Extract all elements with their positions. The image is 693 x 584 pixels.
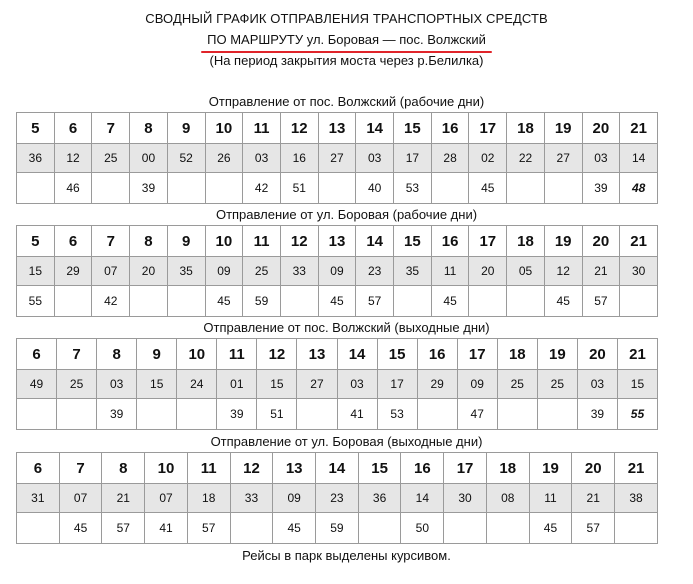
hour-cell: 19 <box>544 226 582 257</box>
minute-cell: 25 <box>57 370 97 399</box>
minute-cell: 57 <box>187 513 230 544</box>
minute-cell: 09 <box>273 484 316 513</box>
hour-cell: 9 <box>167 113 205 144</box>
minute-cell: 45 <box>205 286 243 317</box>
table-caption: Отправление от ул. Боровая (выходные дни) <box>210 434 483 449</box>
minute-cell: 21 <box>582 257 620 286</box>
schedule-table-volzhsky-weekday <box>16 112 658 204</box>
hour-cell: 7 <box>92 113 130 144</box>
hour-cell: 7 <box>57 339 97 370</box>
minute-cell: 29 <box>417 370 457 399</box>
minutes-row <box>17 257 658 286</box>
route-title-text: ПО МАРШРУТУ ул. Боровая — пос. Волжский <box>207 32 486 47</box>
minute-cell: 38 <box>615 484 658 513</box>
minute-cell: 25 <box>243 257 281 286</box>
hour-cell: 19 <box>544 113 582 144</box>
hours-row <box>17 453 658 484</box>
minute-cell: 35 <box>394 257 432 286</box>
hour-cell: 17 <box>457 339 497 370</box>
minute-cell <box>205 173 243 204</box>
minute-cell: 39 <box>217 399 257 430</box>
schedule-title: СВОДНЫЙ ГРАФИК ОТПРАВЛЕНИЯ ТРАНСПОРТНЫХ СРЕДСТВ <box>145 11 548 26</box>
minute-cell <box>17 513 60 544</box>
minute-cell: 45 <box>431 286 469 317</box>
hour-cell: 20 <box>577 339 617 370</box>
minute-cell: 07 <box>59 484 102 513</box>
minute-cell: 11 <box>431 257 469 286</box>
hour-cell: 7 <box>92 226 130 257</box>
minute-cell: 42 <box>92 286 130 317</box>
minute-cell: 05 <box>507 257 545 286</box>
minute-cell: 39 <box>97 399 137 430</box>
hour-cell: 12 <box>257 339 297 370</box>
hour-cell: 20 <box>582 113 620 144</box>
minute-cell <box>17 173 55 204</box>
minute-cell: 09 <box>457 370 497 399</box>
minute-cell <box>318 173 356 204</box>
minute-cell: 28 <box>431 144 469 173</box>
hour-cell: 14 <box>356 113 394 144</box>
minute-cell: 30 <box>620 257 658 286</box>
minute-cell: 53 <box>377 399 417 430</box>
schedule-table-volzhsky-weekend <box>16 338 658 430</box>
minute-cell: 21 <box>102 484 145 513</box>
hour-cell: 21 <box>617 339 657 370</box>
hour-cell: 11 <box>217 339 257 370</box>
table-caption: Отправление от пос. Волжский (рабочие дни) <box>208 94 485 109</box>
minute-cell: 57 <box>572 513 615 544</box>
minute-cell: 24 <box>177 370 217 399</box>
hour-cell: 9 <box>137 339 177 370</box>
minute-cell <box>17 399 57 430</box>
table-caption: Отправление от ул. Боровая (рабочие дни) <box>215 207 478 222</box>
minute-cell: 27 <box>318 144 356 173</box>
route-title <box>0 32 693 48</box>
minute-cell: 39 <box>577 399 617 430</box>
minute-cell: 47 <box>457 399 497 430</box>
minutes-row <box>17 173 658 204</box>
minute-cell <box>497 399 537 430</box>
minute-cell: 42 <box>243 173 281 204</box>
minute-cell: 41 <box>145 513 188 544</box>
minute-cell: 30 <box>444 484 487 513</box>
depot-trip-cell: 55 <box>617 399 657 430</box>
hour-cell: 14 <box>337 339 377 370</box>
minute-cell: 12 <box>544 257 582 286</box>
minute-cell: 17 <box>377 370 417 399</box>
minute-cell: 59 <box>243 286 281 317</box>
minute-cell: 07 <box>92 257 130 286</box>
hour-cell: 6 <box>17 453 60 484</box>
minute-cell <box>297 399 337 430</box>
minute-cell: 29 <box>54 257 92 286</box>
minute-cell: 15 <box>617 370 657 399</box>
minute-cell: 18 <box>187 484 230 513</box>
hours-row <box>17 113 658 144</box>
hour-cell: 16 <box>431 113 469 144</box>
minute-cell <box>92 173 130 204</box>
minute-cell: 41 <box>337 399 377 430</box>
hour-cell: 16 <box>431 226 469 257</box>
minute-cell: 45 <box>529 513 572 544</box>
minute-cell: 14 <box>620 144 658 173</box>
minute-cell <box>507 286 545 317</box>
hours-row <box>17 339 658 370</box>
hours-row <box>17 226 658 257</box>
minute-cell <box>544 173 582 204</box>
minute-cell: 03 <box>243 144 281 173</box>
minutes-row <box>17 286 658 317</box>
hour-cell: 13 <box>297 339 337 370</box>
hour-cell: 16 <box>417 339 457 370</box>
hour-cell: 14 <box>316 453 359 484</box>
hour-cell: 11 <box>243 113 281 144</box>
table-caption: Отправление от пос. Волжский (выходные дни) <box>203 320 490 335</box>
minute-cell: 52 <box>167 144 205 173</box>
minute-cell: 25 <box>497 370 537 399</box>
minute-cell <box>167 286 205 317</box>
hour-cell: 5 <box>17 113 55 144</box>
minutes-row <box>17 370 658 399</box>
minute-cell <box>537 399 577 430</box>
minute-cell <box>486 513 529 544</box>
minute-cell: 11 <box>529 484 572 513</box>
hour-cell: 19 <box>537 339 577 370</box>
minute-cell: 12 <box>54 144 92 173</box>
minute-cell: 51 <box>257 399 297 430</box>
minute-cell: 14 <box>401 484 444 513</box>
hour-cell: 8 <box>130 226 168 257</box>
minute-cell: 03 <box>97 370 137 399</box>
minute-cell: 31 <box>17 484 60 513</box>
hour-cell: 21 <box>620 113 658 144</box>
minute-cell: 45 <box>59 513 102 544</box>
period-note: (На период закрытия моста через р.Белилка) <box>209 53 484 68</box>
minute-cell: 15 <box>257 370 297 399</box>
minute-cell: 03 <box>337 370 377 399</box>
minute-cell: 20 <box>130 257 168 286</box>
hour-cell: 15 <box>394 113 432 144</box>
hour-cell: 10 <box>205 226 243 257</box>
minutes-row <box>17 399 658 430</box>
minute-cell <box>230 513 273 544</box>
minute-cell: 57 <box>582 286 620 317</box>
minute-cell <box>167 173 205 204</box>
minute-cell: 23 <box>316 484 359 513</box>
minute-cell <box>358 513 401 544</box>
minute-cell: 45 <box>544 286 582 317</box>
minute-cell: 15 <box>17 257 55 286</box>
hour-cell: 7 <box>59 453 102 484</box>
hour-cell: 17 <box>469 226 507 257</box>
minute-cell <box>615 513 658 544</box>
minute-cell: 02 <box>469 144 507 173</box>
minute-cell: 27 <box>544 144 582 173</box>
hour-cell: 13 <box>318 113 356 144</box>
minute-cell <box>620 286 658 317</box>
minute-cell: 25 <box>537 370 577 399</box>
hour-cell: 17 <box>469 113 507 144</box>
minute-cell: 36 <box>358 484 401 513</box>
hour-cell: 15 <box>377 339 417 370</box>
minute-cell <box>431 173 469 204</box>
minute-cell <box>417 399 457 430</box>
minute-cell: 23 <box>356 257 394 286</box>
hour-cell: 18 <box>497 339 537 370</box>
minutes-row <box>17 513 658 544</box>
minute-cell: 33 <box>280 257 318 286</box>
minute-cell: 22 <box>507 144 545 173</box>
hour-cell: 11 <box>187 453 230 484</box>
minute-cell: 39 <box>582 173 620 204</box>
minute-cell: 45 <box>469 173 507 204</box>
minute-cell <box>469 286 507 317</box>
hour-cell: 21 <box>615 453 658 484</box>
hour-cell: 9 <box>167 226 205 257</box>
hour-cell: 13 <box>273 453 316 484</box>
hour-cell: 20 <box>582 226 620 257</box>
minute-cell: 27 <box>297 370 337 399</box>
hour-cell: 12 <box>280 226 318 257</box>
minute-cell <box>130 286 168 317</box>
minutes-row <box>17 484 658 513</box>
hour-cell: 6 <box>17 339 57 370</box>
hour-cell: 21 <box>620 226 658 257</box>
minute-cell: 39 <box>130 173 168 204</box>
hour-cell: 18 <box>507 226 545 257</box>
minute-cell: 03 <box>582 144 620 173</box>
minute-cell: 08 <box>486 484 529 513</box>
hour-cell: 12 <box>230 453 273 484</box>
hour-cell: 8 <box>102 453 145 484</box>
minute-cell: 51 <box>280 173 318 204</box>
minute-cell: 07 <box>145 484 188 513</box>
minute-cell <box>177 399 217 430</box>
minute-cell <box>54 286 92 317</box>
minute-cell: 01 <box>217 370 257 399</box>
hour-cell: 20 <box>572 453 615 484</box>
hour-cell: 6 <box>54 113 92 144</box>
minute-cell: 20 <box>469 257 507 286</box>
hour-cell: 15 <box>358 453 401 484</box>
minute-cell: 57 <box>356 286 394 317</box>
hour-cell: 16 <box>401 453 444 484</box>
minute-cell: 36 <box>17 144 55 173</box>
hour-cell: 14 <box>356 226 394 257</box>
minute-cell: 46 <box>54 173 92 204</box>
schedule-table-borovaya-weekend <box>16 452 658 544</box>
minute-cell: 53 <box>394 173 432 204</box>
depot-trip-cell: 48 <box>620 173 658 204</box>
minute-cell: 55 <box>17 286 55 317</box>
minute-cell: 35 <box>167 257 205 286</box>
minute-cell <box>57 399 97 430</box>
hour-cell: 17 <box>444 453 487 484</box>
minutes-row <box>17 144 658 173</box>
minute-cell: 49 <box>17 370 57 399</box>
footer-note: Рейсы в парк выделены курсивом. <box>242 548 451 563</box>
minute-cell <box>394 286 432 317</box>
hour-cell: 11 <box>243 226 281 257</box>
minute-cell: 21 <box>572 484 615 513</box>
hour-cell: 10 <box>177 339 217 370</box>
minute-cell: 00 <box>130 144 168 173</box>
minute-cell: 33 <box>230 484 273 513</box>
minute-cell: 57 <box>102 513 145 544</box>
minute-cell: 40 <box>356 173 394 204</box>
minute-cell <box>444 513 487 544</box>
hour-cell: 5 <box>17 226 55 257</box>
minute-cell: 09 <box>205 257 243 286</box>
minute-cell <box>280 286 318 317</box>
minute-cell: 25 <box>92 144 130 173</box>
hour-cell: 8 <box>130 113 168 144</box>
hour-cell: 8 <box>97 339 137 370</box>
minute-cell: 45 <box>318 286 356 317</box>
minute-cell: 15 <box>137 370 177 399</box>
hour-cell: 6 <box>54 226 92 257</box>
hour-cell: 18 <box>507 113 545 144</box>
hour-cell: 10 <box>145 453 188 484</box>
minute-cell: 09 <box>318 257 356 286</box>
hour-cell: 18 <box>486 453 529 484</box>
minute-cell <box>507 173 545 204</box>
minute-cell: 03 <box>577 370 617 399</box>
hour-cell: 13 <box>318 226 356 257</box>
minute-cell: 03 <box>356 144 394 173</box>
minute-cell: 17 <box>394 144 432 173</box>
hour-cell: 10 <box>205 113 243 144</box>
hour-cell: 19 <box>529 453 572 484</box>
minute-cell: 59 <box>316 513 359 544</box>
minute-cell: 45 <box>273 513 316 544</box>
minute-cell: 50 <box>401 513 444 544</box>
hour-cell: 12 <box>280 113 318 144</box>
minute-cell: 16 <box>280 144 318 173</box>
minute-cell <box>137 399 177 430</box>
hour-cell: 15 <box>394 226 432 257</box>
schedule-table-borovaya-weekday <box>16 225 658 317</box>
minute-cell: 26 <box>205 144 243 173</box>
